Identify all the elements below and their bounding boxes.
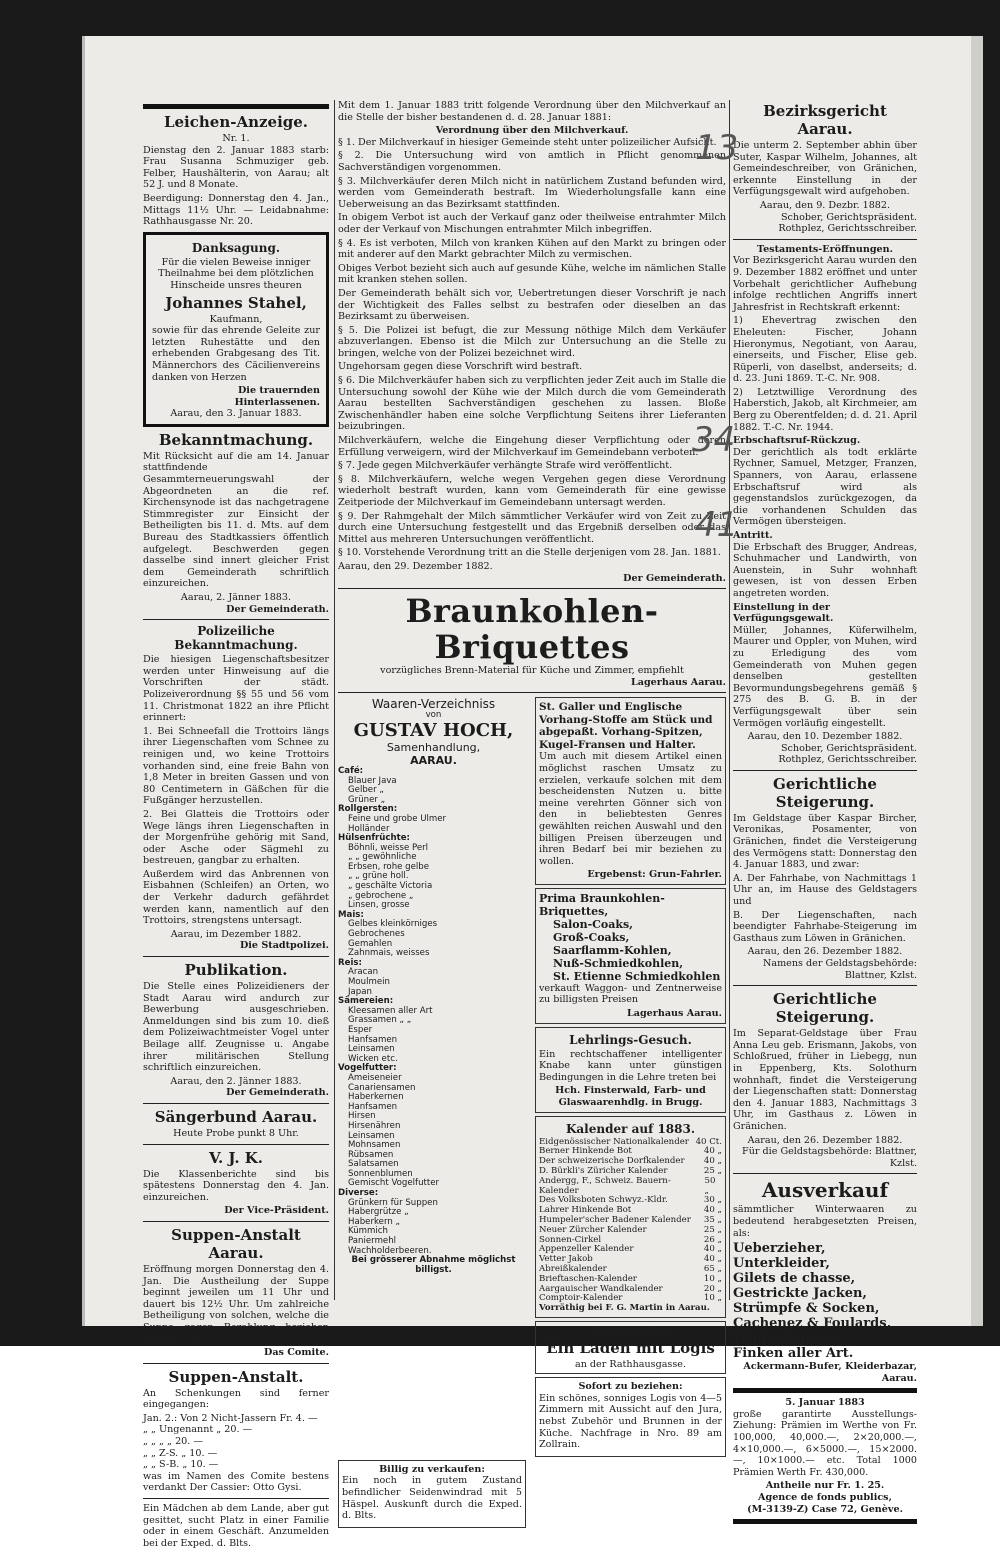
dank-date: Aarau, den 3. Januar 1883. bbox=[170, 408, 302, 420]
supp2-rows bbox=[143, 1413, 329, 1471]
hoch-item: Wachholderbeeren. bbox=[348, 1245, 432, 1256]
brik-sub: vorzügliches Brenn-Material für Küche und Zimmer, empfiehlt bbox=[380, 665, 684, 677]
einst-title: Einstellung in der Verfügungsgewalt. bbox=[733, 601, 834, 625]
hoch-item: „ „ grüne holl. bbox=[348, 871, 409, 882]
rule bbox=[733, 239, 917, 240]
kal-ad bbox=[535, 1116, 726, 1318]
ger1-sign: Namens der Geldstagsbehörde: Blattner, Kzlst. bbox=[762, 958, 917, 981]
kal-name: Eidgenössischer Nationalkalender bbox=[539, 1136, 689, 1147]
verord-para: Der Gemeinderath behält sich vor, Uebertretungen dieser Vorschrift je nach der Wichtigkeit des Falles selbst zu bestrafen oder dieselben an das Bezirksamt zu überweisen. bbox=[338, 287, 726, 323]
prima-line: St. Etienne Schmiedkohlen bbox=[553, 969, 721, 983]
aus-item: Unterkleider, bbox=[733, 1256, 830, 1272]
aus-item: Winterkappen, bbox=[733, 1331, 841, 1347]
test-title: Testaments-Eröffnungen. bbox=[757, 243, 893, 255]
rule bbox=[143, 1103, 329, 1104]
kal-price: 50 „ bbox=[704, 1175, 716, 1196]
prima-line: Nuß-Schmiedkohlen, bbox=[553, 956, 684, 970]
verord-para: § 7. Jede gegen Milchverkäufer verhängte Strafe wird veröffentlicht. bbox=[338, 460, 673, 472]
hoch-item: Gemischt Vogelfutter bbox=[348, 1178, 440, 1189]
ads-row bbox=[338, 697, 726, 1456]
hoch-item: Paniermehl bbox=[348, 1236, 397, 1247]
verord-paragraphs bbox=[338, 137, 726, 559]
lehr-sign: Hch. Finsterwald, Farb- und Glaswaarenhdlg. in Brugg. bbox=[555, 1085, 706, 1109]
hoch-name: GUSTAV HOCH, bbox=[353, 719, 514, 741]
vjk-text: Die Klassenberichte sind bis spätestens Donnerstag den 4. Jan. einzureichen. bbox=[143, 1168, 329, 1203]
hoch-footer: Bei grösserer Abnahme möglichst billigst. bbox=[351, 1255, 516, 1275]
rule bbox=[143, 619, 329, 620]
ger2-date: Aarau, den 26. Dezember 1882. bbox=[747, 1134, 903, 1146]
hoch-trade: Samenhandlung, bbox=[386, 740, 481, 754]
ger2-title: Gerichtliche Steigerung. bbox=[773, 990, 877, 1027]
kal-name: Vetter Jakob bbox=[539, 1254, 593, 1265]
verord-para: § 8. Milchverkäufern, welche wegen Vergehen gegen diese Verordnung wiederholt bestraft wurden, kann vom Gemeinderath für eine gewisse Zeitperiode der Milchverkauf im Gemeindebann untersagt werden. bbox=[338, 473, 726, 508]
hoch-item: Grassamen „ „ bbox=[348, 1015, 412, 1026]
rule bbox=[733, 1519, 917, 1524]
kal-price: 20 „ bbox=[703, 1283, 722, 1294]
bez-date: Aarau, den 9. Dezbr. 1882. bbox=[759, 199, 891, 211]
kal-name: Berner Hinkende Bot bbox=[539, 1146, 632, 1157]
column-left bbox=[143, 100, 329, 1549]
column-middle bbox=[338, 100, 726, 1522]
hoch-section-head: Café: bbox=[338, 765, 364, 776]
hoch-item: „ „ gewöhnliche bbox=[348, 852, 417, 863]
danksagung-box bbox=[143, 232, 329, 427]
prima-line: Saarflamm-Kohlen, bbox=[553, 943, 672, 957]
kal-name: Appenzeller Kalender bbox=[539, 1244, 634, 1255]
bek-date: Aarau, 2. Jänner 1883. bbox=[180, 592, 292, 603]
supp1-text: Eröffnung morgen Donnerstag den 4. Jan. Die Austheilung der Suppe beginnt jeweilen um 11 Uhr und dauert bis 12½ Uhr. Um zahlreiche Betheiligung von solchen, welche die Suppe gegen Bezahlung beziehen wollen, bittet bbox=[143, 1263, 329, 1345]
ger1-b: B. Der Liegenschaften, nach beendigter Fahrhabe-Steigerung im Gasthaus zum Löwen in Gränichen. bbox=[733, 909, 917, 944]
kal-name: D. Bürkli's Züricher Kalender bbox=[539, 1166, 668, 1177]
dank-text: sowie für das ehrende Geleite zur letzten Ruhestätte und den erhebenden Grabgesang des Tit. Männerchors des Cäcilienvereins danken von Herzen bbox=[152, 325, 320, 383]
right-ads bbox=[535, 697, 726, 1456]
kal-name: Lahrer Hinkende Bot bbox=[539, 1205, 632, 1216]
kal-row bbox=[539, 1177, 722, 1197]
pol-sign: Die Stadtpolizei. bbox=[239, 940, 329, 952]
column-right bbox=[733, 100, 917, 1515]
hoch-sections bbox=[338, 767, 529, 1256]
leichen-title: Leichen-Anzeige. bbox=[163, 113, 309, 131]
margin-mark: 13 bbox=[695, 128, 739, 168]
hoch-item: Kleesamen aller Art bbox=[348, 1005, 433, 1016]
aus-item: Finken aller Art. bbox=[733, 1346, 854, 1362]
kal-price: 26 „ bbox=[703, 1234, 722, 1245]
leichen-nr: Nr. 1. bbox=[222, 133, 250, 144]
hoch-item: Leinsamen bbox=[348, 1130, 395, 1141]
vjk-title: V. J. K. bbox=[208, 1148, 264, 1167]
leichen-text: Dienstag den 2. Januar 1883 starb: Frau Susanna Schmuziger geb. Felber, Haushälterin, von Aarau; alt 52 J. und 8 Monate. bbox=[143, 144, 329, 191]
kal-price: 10 „ bbox=[703, 1273, 722, 1284]
lehr-text: Ein rechtschaffener intelligenter Knabe kann unter günstigen Bedingungen in die Lehre treten bei bbox=[539, 1048, 722, 1083]
supp2-title: Suppen-Anstalt. bbox=[168, 1367, 304, 1386]
brik-title: Braunkohlen-Briquettes bbox=[405, 592, 659, 667]
rule bbox=[733, 1173, 917, 1174]
verord-para: § 2. Die Untersuchung wird von amtlich in Pflicht genommenen Sachverständigen vorgenommen. bbox=[338, 150, 726, 173]
kal-price: 40 Ct. bbox=[695, 1136, 722, 1147]
bill-ad bbox=[338, 1460, 526, 1528]
lehr-title: Lehrlings-Gesuch. bbox=[569, 1032, 692, 1047]
verord-para: Milchverkäufern, welche die Eingehung dieser Verpflichtung oder deren Erfüllung verweigern, wird der Milchverkauf im Gemeindebann verboten. bbox=[338, 435, 726, 458]
kal-price: 10 „ bbox=[703, 1293, 722, 1304]
verord-para: § 3. Milchverkäufer deren Milch nicht in natürlichem Zustand befunden wird, werden vom Gemeinderath bestraft. Im Wiederholungsfalle kann eine Ueberweisung an das Bezirksamt stattfinden. bbox=[338, 175, 726, 210]
ger2-text: Im Separat-Geldstage über Frau Anna Leu geb. Erismann, Jakobs, von Schloßrued, früher in Liebegg, nun in Eppenberg, Kts. Solothurn wohnhaft, findet die Versteigerung der Liegenschaften statt: Donnerstag den 4. Januar 1883, Nachmittags 3 Uhr, im Gasthaus z. Löwen in Gränichen. bbox=[733, 1028, 917, 1132]
einst-date: Aarau, den 10. Dezember 1882. bbox=[747, 731, 903, 743]
dank-title: Danksagung. bbox=[191, 240, 281, 255]
hoch-section-head: Rollgersten: bbox=[338, 804, 398, 815]
verord-para: § 10. Vorstehende Verordnung tritt an die Stelle derjenigen vom 28. Jan. 1881. bbox=[338, 547, 721, 559]
pol-text: Die hiesigen Liegenschaftsbesitzer werden unter Hinweisung auf die Vorschriften der städt. Polizeiverordnung §§ 55 und 56 vom 11. Christmonat 1822 an ihre Pflicht erinnert: bbox=[143, 654, 329, 724]
prima-sign: Lagerhaus Aarau. bbox=[627, 1008, 722, 1020]
kal-price: 25 „ bbox=[703, 1166, 722, 1177]
ger2-sign: Für die Geldstagsbehörde: Blattner, Kzlst. bbox=[742, 1146, 917, 1169]
kal-name: Abreißkalender bbox=[539, 1263, 607, 1274]
erb-title: Erbschaftsruf-Rückzug. bbox=[733, 435, 861, 447]
hoch-section-head: Mais: bbox=[338, 909, 364, 920]
hoch-section-head: Sämereien: bbox=[338, 996, 394, 1007]
gallen-ad bbox=[535, 697, 726, 885]
hoch-item: Hirsenähren bbox=[348, 1120, 401, 1131]
hoch-item: Rübsamen bbox=[348, 1149, 394, 1160]
supp2-row: „ „ „ „ 20. — bbox=[143, 1436, 203, 1448]
verord-title: Verordnung über den Milchverkauf. bbox=[435, 125, 629, 137]
dank-trade: Kaufmann, bbox=[209, 313, 263, 325]
bez-title: Bezirksgericht Aarau. bbox=[763, 102, 887, 138]
kal-price: 30 „ bbox=[703, 1195, 722, 1206]
hoch-section-head: Vogelfutter: bbox=[338, 1063, 397, 1074]
bez-text: Die unterm 2. September abhin über Suter, Kaspar Wilhelm, Johannes, alt Gemeindeschreiber, von Gränichen, erkennte Einstellung in der Verfügungsgewalt wird aufgehoben. bbox=[733, 140, 917, 198]
kal-name: Sonnen-Cirkel bbox=[539, 1234, 602, 1245]
maed-text: Ein Mädchen ab dem Lande, aber gut gesittet, sucht Platz in einer Familie oder in einem Geschäft. Anzumelden bei der Exped. d. Blts. bbox=[143, 1503, 329, 1549]
kal-name: Des Volksboten Schwyz.-Kldr. bbox=[539, 1195, 668, 1206]
kal-price: 65 „ bbox=[703, 1263, 722, 1274]
kal-price: 25 „ bbox=[703, 1224, 722, 1235]
test-text: Vor Bezirksgericht Aarau wurden den 9. Dezember 1882 eröffnet und unter Vorbehalt gerichtlicher Aufhebung infolge rechtlichen Angriffs innert Jahresfrist in Rechtskraft erkennt: bbox=[733, 255, 917, 313]
vjk-sign: Der Vice-Präsident. bbox=[224, 1205, 329, 1217]
supp1-title: Suppen-Anstalt Aarau. bbox=[171, 1225, 301, 1262]
rule bbox=[338, 588, 726, 589]
hoch-item: Feine und grobe Ulmer bbox=[348, 813, 447, 824]
rule bbox=[338, 692, 726, 693]
hoch-item: Gelbes kleinkörniges bbox=[348, 919, 438, 930]
supp2-row: „ „ S-B. „ 10. — bbox=[143, 1459, 219, 1471]
lot-addr: (M-3139-Z) Case 72, Genève. bbox=[747, 1503, 903, 1515]
hoch-city: AARAU. bbox=[410, 753, 457, 767]
hoch-section-head: Reis: bbox=[338, 957, 362, 968]
hoch-item: Mohnsamen bbox=[348, 1140, 401, 1151]
rule bbox=[733, 985, 917, 986]
margin-mark: 34 bbox=[692, 420, 736, 460]
verord-para: § 1. Der Milchverkauf in hiesiger Gemeinde steht unter polizeilicher Aufsicht. bbox=[338, 136, 717, 148]
prima-text: verkauft Waggon- und Zentnerweise zu billigsten Preisen bbox=[539, 982, 722, 1006]
hoch-item: Kümmich bbox=[348, 1226, 388, 1237]
bill-title: Billig zu verkaufen: bbox=[379, 1463, 485, 1475]
verord-para: § 6. Die Milchverkäufer haben sich zu verpflichten jeder Zeit auch im Stalle die Untersuchung sowohl der Kühe wie der Milch durch die vom Gemeinderath Aarau bestellten Sachverständigen geschehen zu lassen. Bloße Zwischenhändler haben eine solche Verpflichtung Seitens ihrer Lieferanten beizubringen. bbox=[338, 375, 726, 433]
verord-sign: Der Gemeinderath. bbox=[623, 572, 726, 584]
pub-text: Die Stelle eines Polizeidieners der Stadt Aarau wird andurch zur Bewerbung ausgeschrieben. Anmeldungen sind bis zum 10. dieß dem Polizeiwachtmeister Vogel unter Beilage allf. Zeugnisse u. Angabe ihrer militärischen Stellung schriftlich einzureichen. bbox=[143, 981, 329, 1074]
laden-title: Ein Laden mit Logis bbox=[546, 1338, 715, 1357]
kal-title: Kalender auf 1883. bbox=[565, 1121, 696, 1136]
hoch-item: Holländer bbox=[348, 823, 390, 834]
dank-intro: Für die vielen Beweise inniger Theilnahme bei dem plötzlichen Hinscheide unsres theuren bbox=[158, 256, 314, 291]
aus-item: Cachenez & Foulards, bbox=[733, 1316, 892, 1332]
verord-intro: Mit dem 1. Januar 1883 tritt folgende Verordnung über den Milchverkauf an die Stelle der bisher bestandenen d. d. 28. Januar 1881: bbox=[338, 100, 726, 123]
hoch-item: Zahnmais, weisses bbox=[348, 948, 430, 959]
aus-sign: Ackermann-Bufer, Kleiderbazar, Aarau. bbox=[743, 1361, 917, 1384]
rule bbox=[143, 1221, 329, 1222]
erb-text: Der gerichtlich als todt erklärte Rychner, Samuel, Metzger, Franzen, Spanners, von Aarau, erlassene Erbschaftsruf wird als gegenstandslos zurückgezogen, da die vorhandenen Schulden das Vermögen übersteigen. bbox=[733, 446, 917, 528]
rule bbox=[143, 104, 329, 109]
aus-text: sämmtlicher Winterwaaren zu bedeutend herabgesetzten Preisen, als: bbox=[733, 1204, 917, 1239]
supp2-text: An Schenkungen sind ferner eingegangen: bbox=[143, 1387, 329, 1411]
hoch-item: Gebrochenes bbox=[348, 929, 405, 940]
aus-item: Ueberzieher, bbox=[733, 1241, 826, 1257]
hoch-item: „ geschälte Victoria bbox=[348, 881, 433, 892]
einst-sign: Schober, Gerichtspräsident. Rothplez, Gerichtsschreiber. bbox=[778, 742, 917, 766]
pol-p1: 1. Bei Schneefall die Trottoirs längs ihrer Liegenschaften vom Schnee zu reinigen und, wo keine Trottoirs vorhanden sind, eine freie Bahn von 1,8 Meter in breiten Gassen und von 80 Centimetern in Gäßchen für die Fußgänger herzustellen. bbox=[143, 725, 329, 807]
pub-title: Publikation. bbox=[184, 961, 288, 980]
pub-date: Aarau, den 2. Jänner 1883. bbox=[170, 1075, 302, 1087]
ger1-text: Im Geldstage über Kaspar Bircher, Veronikas, Posamenter, von Gränichen, findet die Versteigerung des Vermögens statt: Donnerstag den 4. Januar 1883, und zwar: bbox=[733, 812, 917, 871]
dank-name: Johannes Stahel, bbox=[165, 293, 307, 312]
verord-para: § 9. Der Rahmgehalt der Milch sämmtlicher Verkäufer wird von Zeit zu Zeit durch eine Untersuchung festgestellt und das Ergebniß derselben oder das Mittel aus mehreren Untersuchungen veröffentlicht. bbox=[338, 510, 726, 545]
rule bbox=[733, 770, 917, 771]
supp2-row: Jan. 2.: Von 2 Nicht-Jassern Fr. 4. — bbox=[143, 1412, 318, 1424]
prima-line: Groß-Coaks, bbox=[553, 930, 630, 944]
hoch-item: Hanfsamen bbox=[348, 1101, 398, 1112]
kal-name: Humpeler'scher Badener Kalender bbox=[539, 1215, 691, 1225]
sof-ad bbox=[535, 1377, 726, 1457]
lot-agency: Agence de fonds publics, bbox=[758, 1492, 892, 1504]
bek-title: Bekanntmachung. bbox=[158, 430, 314, 449]
hoch-item: Gelber „ bbox=[348, 785, 384, 796]
hoch-item: Habergrütze „ bbox=[348, 1207, 409, 1218]
kal-price: 40 „ bbox=[703, 1244, 722, 1255]
hoch-item: Moulmein bbox=[348, 977, 390, 987]
rule bbox=[143, 1144, 329, 1145]
hoch-item: Leinsamen bbox=[348, 1044, 395, 1055]
kal-price: 40 „ bbox=[703, 1254, 722, 1265]
kal-rows bbox=[539, 1138, 722, 1305]
supp2-row: „ „ Z-S. „ 10. — bbox=[143, 1447, 218, 1459]
einst-text: Müller, Johannes, Küferwilhelm, Maurer und Oppler, von Muhen, wird zu Erledigung des vom Gemeinderath von Muhen gegen denselben gestellten Bevormundungsbegehrens gemäß § 275 des B. G. B. in der Verfügungsgewalt über sein Vermögen vorläufig eingestellt. bbox=[733, 624, 917, 729]
kal-price: 40 „ bbox=[703, 1156, 722, 1167]
kal-name: Aargauischer Wandkalender bbox=[539, 1283, 663, 1294]
column-divider bbox=[729, 100, 730, 1300]
pol-p3: Außerdem wird das Anbrennen von Eisbahnen (Schleifen) an Orten, wo der Verkehr dadurch gefährdet werden kann, namentlich auf den Trottoirs, strengstens untersagt. bbox=[143, 868, 329, 927]
hoch-item: Grüner „ bbox=[348, 794, 386, 805]
hoch-item: Blauer Java bbox=[348, 775, 397, 786]
laden-text: an der Rathhausgasse. bbox=[574, 1358, 687, 1370]
gallen-text: Um auch mit diesem Artikel einen möglichst raschen Umsatz zu erzielen, verkaufe solchen mit dem bescheidensten Nutzen u. bitte meine verehrten Gönner sich von den in beliebtesten Genres gewählten reichen Auswahl und den billigen Preisen überzeugen und ihren Bedarf bei mir beziehen zu wollen. bbox=[539, 751, 722, 867]
rule bbox=[143, 1498, 329, 1499]
gallen-title: St. Galler und Englische Vorhang-Stoffe am Stück und abgepaßt. Vorhang-Spitzen, Kugel-Fransen und Halter. bbox=[539, 701, 713, 751]
kal-name: Brieftaschen-Kalender bbox=[539, 1273, 637, 1284]
lehr-ad bbox=[535, 1027, 726, 1113]
hoch-section-head: Diverse: bbox=[338, 1188, 379, 1199]
hoch-von: von bbox=[425, 710, 442, 721]
verord-date: Aarau, den 29. Dezember 1882. bbox=[338, 560, 493, 572]
dank-sign: Die trauernden Hinterlassenen. bbox=[234, 385, 320, 408]
hoch-item: Canariensamen bbox=[348, 1082, 416, 1093]
bek-text: Mit Rücksicht auf die am 14. Januar stattfindende Gesammterneuerungswahl der Abgeordneten an die ref. Kirchensynode ist das nachgetragene Stimmregister zur Einsicht der Betheiligten bis 11. d. Mts. auf dem Bureau des Stadtkassiers öffentlich aufgelegt. Beschwerden gegen dasselbe sind innert gleicher Frist dem Gemeinderath schriftlich einzureichen. bbox=[143, 450, 329, 590]
ger1-date: Aarau, den 26. Dezember 1882. bbox=[747, 946, 903, 958]
kal-name: Andergg, F., Schweiz. Bauern-Kalender bbox=[539, 1175, 671, 1196]
bill-text: Ein noch in gutem Zustand befindlicher Seidenwindrad mit 5 Häspel. Auskunft durch die Exped. d. Blts. bbox=[342, 1475, 522, 1522]
lot-price: Antheile nur Fr. 1. 25. bbox=[765, 1480, 885, 1492]
hoch-item: Linsen, grosse bbox=[348, 900, 410, 911]
hoch-item: Haberkern „ bbox=[348, 1216, 400, 1227]
sof-title: Sofort zu beziehen: bbox=[578, 1381, 683, 1393]
test-p2: 2) Letztwillige Verordnung des Haberstich, Jakob, alt Kirchmeier, am Berg zu Oberentfelden; d. d. 21. April 1882. T.-C. Nr. 1944. bbox=[733, 386, 917, 433]
supp1-sign: Das Comite. bbox=[264, 1347, 329, 1359]
lot-date: 5. Januar 1883 bbox=[785, 1397, 865, 1409]
hoch-item: Aracan bbox=[348, 967, 379, 978]
hoch-item: Salatsamen bbox=[348, 1159, 399, 1170]
margin-mark: 41 bbox=[695, 505, 739, 545]
saeng-title: Sängerbund Aarau. bbox=[154, 1107, 318, 1126]
rule bbox=[143, 956, 329, 957]
aus-item: Strümpfe & Socken, bbox=[733, 1301, 880, 1317]
hoch-item: Hanfsamen bbox=[348, 1034, 398, 1045]
verord-para: In obigem Verbot ist auch der Verkauf ganz oder theilweise entrahmter Milch oder der Verkauf von Mischungen entrahmter Milch inbegriffen. bbox=[338, 212, 726, 235]
pub-sign: Der Gemeinderath. bbox=[226, 1087, 329, 1099]
pol-title: Polizeiliche Bekanntmachung. bbox=[174, 624, 298, 653]
verord-para: § 4. Es ist verboten, Milch von kranken Kühen auf den Markt zu bringen oder mit anderer auf den Markt gebrachter Milch zu vermischen. bbox=[338, 237, 726, 261]
verord-para: Ungehorsam gegen diese Vorschrift wird bestraft. bbox=[338, 361, 583, 373]
hoch-item: „ gebrochene „ bbox=[348, 890, 414, 901]
aus-title: Ausverkauf bbox=[761, 1178, 889, 1203]
column-divider bbox=[334, 100, 335, 1300]
saeng-text: Heute Probe punkt 8 Uhr. bbox=[173, 1127, 299, 1139]
hoch-item: Erbsen, rohe gelbe bbox=[348, 861, 430, 872]
kal-name: Comptoir-Kalender bbox=[539, 1293, 623, 1304]
hoch-item: Grünkern für Suppen bbox=[348, 1197, 438, 1208]
prima-line: Prima Braunkohlen-Briquettes, bbox=[539, 891, 665, 918]
supp2-thanks: was im Namen des Comite bestens verdankt Der Cassier: Otto Gysi. bbox=[143, 1470, 329, 1494]
leichen-burial: Beerdigung: Donnerstag den 4. Jan., Mittags 11½ Uhr. — Leidabnahme: Rathhausgasse Nr. 20. bbox=[143, 192, 329, 228]
hoch-title: Waaren-Verzeichniss bbox=[371, 697, 496, 712]
hoch-item: Japan bbox=[348, 986, 372, 997]
verord-para: Obiges Verbot bezieht sich auch auf gesunde Kühe, welche im nämlichen Stalle mit kranken stehen sollen. bbox=[338, 262, 726, 286]
hoch-item: Sonnenblumen bbox=[348, 1168, 413, 1179]
brik-sign: Lagerhaus Aarau. bbox=[631, 676, 726, 688]
bek-sign: Der Gemeinderath. bbox=[226, 603, 329, 615]
rule bbox=[143, 1363, 329, 1364]
hoch-item: Wicken etc. bbox=[348, 1053, 398, 1064]
kal-name: Der schweizerische Dorfkalender bbox=[539, 1156, 685, 1167]
verm-title: Zu vermiethen: bbox=[589, 1324, 672, 1336]
hoch-item: Böhnli, weisse Perl bbox=[348, 842, 429, 853]
kal-price: 40 „ bbox=[703, 1146, 722, 1157]
hoch-section-head: Hülsenfrüchte: bbox=[338, 833, 410, 844]
rule bbox=[733, 1388, 917, 1393]
kal-name: Neuer Zürcher Kalender bbox=[539, 1224, 647, 1235]
lot-text: große garantirte Ausstellungs-Ziehung: Prämien im Werthe von Fr. 100,000, 40,000.—, 2×20,000.—, 4×10,000.—, 6×5000.—, 15×2000.—, 10×1000.— etc. Total 1000 Prämien Werth Fr. 430,000. bbox=[733, 1408, 917, 1478]
verm-ad bbox=[535, 1321, 726, 1374]
aus-item: Gestrickte Jacken, bbox=[733, 1286, 867, 1302]
aus-item: Gilets de chasse, bbox=[733, 1271, 856, 1287]
bez-sign: Schober, Gerichtspräsident. Rothplez, Gerichtsschreiber. bbox=[778, 211, 917, 235]
verord-para: § 5. Die Polizei ist befugt, die zur Messung nöthige Milch dem Verkäufer abzuverlangen. Ebenso ist die Milch zur Untersuchung an die Stelle zu bringen, welche von der Polizei bezeichnet wird. bbox=[338, 324, 726, 359]
hoch-ad bbox=[338, 697, 529, 1456]
hoch-item: Gemahlen bbox=[348, 938, 393, 949]
kal-price: 40 „ bbox=[703, 1205, 722, 1216]
hoch-item: Esper bbox=[348, 1024, 373, 1035]
pol-p2: 2. Bei Glatteis die Trottoirs oder Wege längs ihren Liegenschaften in der Morgenfrühe gehörig mit Sand, oder Asche oder Sägmehl zu bestreuen, gangbar zu erhalten. bbox=[143, 808, 329, 867]
supp2-row: „ „ Ungenannt „ 20. — bbox=[143, 1424, 253, 1436]
antr-text: Die Erbschaft des Brugger, Andreas, Schuhmacher und Landwirth, von Auenstein, in Suhr wohnhaft gewesen, ist von dessen Erben angetreten worden. bbox=[733, 541, 917, 599]
aus-items bbox=[733, 1241, 917, 1361]
sof-text: Ein schönes, sonniges Logis von 4—5 Zimmern mit Aussicht auf den Jura, nebst Zubehör und Brunnen in der Küche. Nachfrage in Nro. 89 am Zollrain. bbox=[539, 1392, 722, 1451]
kal-price: 35 „ bbox=[703, 1215, 722, 1225]
ger1-a: A. Der Fahrhabe, von Nachmittags 1 Uhr an, im Hause des Geldstagers und bbox=[733, 872, 917, 908]
pol-date: Aarau, im Dezember 1882. bbox=[170, 928, 302, 940]
hoch-item: Hirsen bbox=[348, 1111, 376, 1122]
antr-title: Antritt. bbox=[733, 530, 773, 541]
prima-ad bbox=[535, 888, 726, 1024]
gallen-sign: Ergebenst: Grun-Fahrler. bbox=[587, 869, 722, 881]
prima-line: Salon-Coaks, bbox=[553, 917, 634, 931]
kal-footer: Vorräthig bei F. G. Martin in Aarau. bbox=[539, 1303, 710, 1314]
hoch-item: Ameiseneier bbox=[348, 1072, 402, 1083]
ger1-title: Gerichtliche Steigerung. bbox=[773, 774, 877, 811]
test-p1: 1) Ehevertrag zwischen den Eheleuten: Fischer, Johann Hieronymus, Negotiant, von Aarau, einerseits, und Fischer, Elise geb. Rüperli, von daselbst, anderseits; d. d. 23. Juni 1869. T.-C. Nr. 908. bbox=[733, 315, 917, 385]
hoch-item: Haberkernen bbox=[348, 1092, 404, 1103]
